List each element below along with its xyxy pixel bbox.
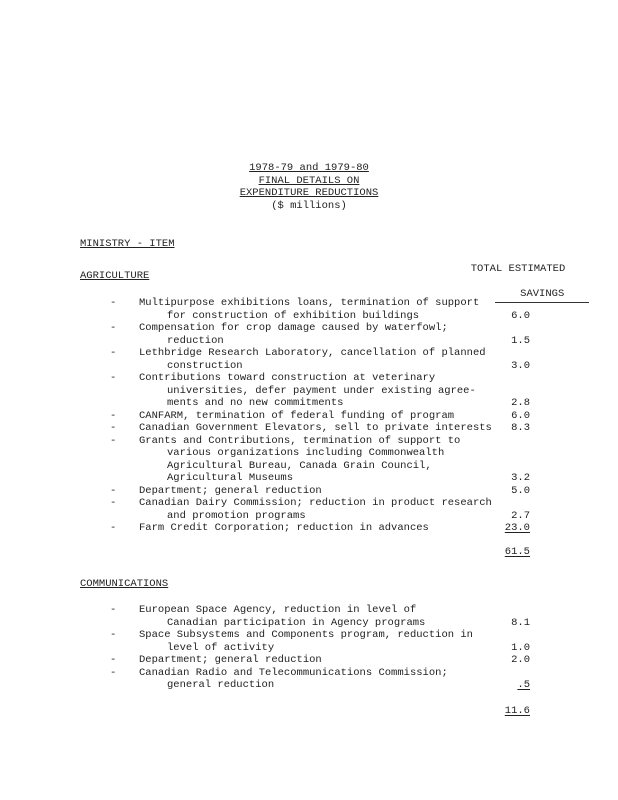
item-text-line: Agricultural Museums (167, 472, 294, 484)
item-text-line: Space Subsystems and Components program, reduction in (139, 629, 473, 641)
item-dash: - (110, 522, 117, 534)
document-title (0, 162, 618, 212)
item-text-line: Department; general reduction (139, 654, 322, 666)
item-text-line: Department; general reduction (139, 484, 322, 497)
item-dash: - (110, 484, 117, 497)
item-savings-value: 8.3 (511, 422, 530, 434)
reduction-item (110, 654, 540, 667)
reduction-item (110, 629, 540, 654)
item-text-line: Farm Credit Corporation; reduction in advances (139, 522, 429, 534)
item-text-line: and promotion programs (167, 509, 306, 522)
reduction-item (110, 422, 540, 435)
reduction-item (110, 297, 540, 322)
item-savings-value: 3.2 (511, 472, 530, 484)
reduction-item (110, 497, 540, 522)
item-dash: - (110, 409, 117, 422)
item-dash: - (110, 347, 117, 359)
item-text-line: for construction of exhibition buildings (167, 309, 420, 322)
title-line-1: 1978-79 and 1979-80 (249, 162, 369, 174)
item-dash: - (110, 604, 117, 616)
item-dash: - (110, 372, 117, 384)
item-text-line: reduction (167, 334, 224, 347)
reduction-item (110, 410, 540, 423)
section-total: 11.6 (504, 705, 530, 717)
item-dash: - (110, 654, 117, 666)
title-line-3: EXPENDITURE REDUCTIONS (239, 187, 379, 199)
item-text-line: Canadian Dairy Commission; reduction in product research (139, 497, 492, 509)
ministry-item-header: MINISTRY - ITEM (80, 238, 175, 250)
item-savings-value: 1.5 (511, 334, 530, 347)
item-text-line: Contributions toward construction at veterinary (139, 372, 436, 384)
item-savings-value: 2.8 (511, 397, 530, 409)
item-text-line: construction (167, 359, 243, 372)
item-savings-value: 5.0 (511, 484, 530, 497)
savings-header-line-1: TOTAL ESTIMATED (470, 263, 566, 275)
section-total: 61.5 (504, 546, 530, 558)
section-heading: COMMUNICATIONS (80, 578, 169, 590)
item-text-line: Canadian Government Elevators, sell to private interests (139, 422, 492, 434)
item-dash: - (110, 422, 117, 434)
item-savings-value: 8.1 (511, 616, 530, 629)
item-savings-value: 23.0 (504, 522, 530, 534)
title-line-4: ($ millions) (271, 199, 347, 212)
item-text-line: Canadian participation in Agency programs (167, 616, 426, 629)
item-text-line: Compensation for crop damage caused by waterfowl; (139, 322, 448, 334)
item-savings-value: 1.0 (511, 641, 530, 654)
title-line-2: FINAL DETAILS ON (258, 174, 360, 187)
reduction-item (110, 604, 540, 629)
reduction-item (110, 667, 540, 692)
item-text-line: Grants and Contributions, termination of support to (139, 434, 461, 447)
reduction-item (110, 485, 540, 498)
item-text-line: level of activity (167, 641, 275, 654)
item-text-line: Multipurpose exhibitions loans, termination of support (139, 297, 480, 309)
item-savings-value: 2.0 (511, 654, 530, 666)
item-savings-value: 6.0 (511, 309, 530, 322)
item-savings-value: 3.0 (511, 359, 530, 372)
item-dash: - (110, 322, 117, 334)
item-dash: - (110, 629, 117, 641)
item-text-line: various organizations including Commonwealth (167, 447, 445, 459)
item-text-line: ments and no new commitments (167, 397, 344, 409)
reduction-item (110, 322, 540, 347)
reduction-item (110, 522, 540, 535)
item-text-line: Agricultural Bureau, Canada Grain Council, (167, 459, 432, 472)
item-savings-value: 2.7 (511, 509, 530, 522)
item-savings-value: 6.0 (511, 409, 530, 422)
savings-header-line-2: SAVINGS (495, 288, 589, 303)
reduction-item (110, 347, 540, 372)
item-text-line: Lethbridge Research Laboratory, cancellation of planned (139, 347, 486, 359)
reduction-item (110, 435, 540, 485)
reduction-item (110, 372, 540, 410)
item-dash: - (110, 434, 117, 447)
item-savings-value: .5 (517, 679, 530, 691)
item-text-line: Canadian Radio and Telecommunications Commission; (139, 666, 448, 679)
item-dash: - (110, 666, 117, 679)
item-dash: - (110, 497, 117, 509)
item-dash: - (110, 297, 117, 309)
item-text-line: universities, defer payment under existing agree- (167, 384, 476, 397)
item-text-line: CANFARM, termination of federal funding of program (139, 409, 455, 422)
section-heading: AGRICULTURE (80, 270, 150, 282)
item-text-line: European Space Agency, reduction in level of (139, 604, 417, 616)
item-text-line: general reduction (167, 679, 275, 691)
